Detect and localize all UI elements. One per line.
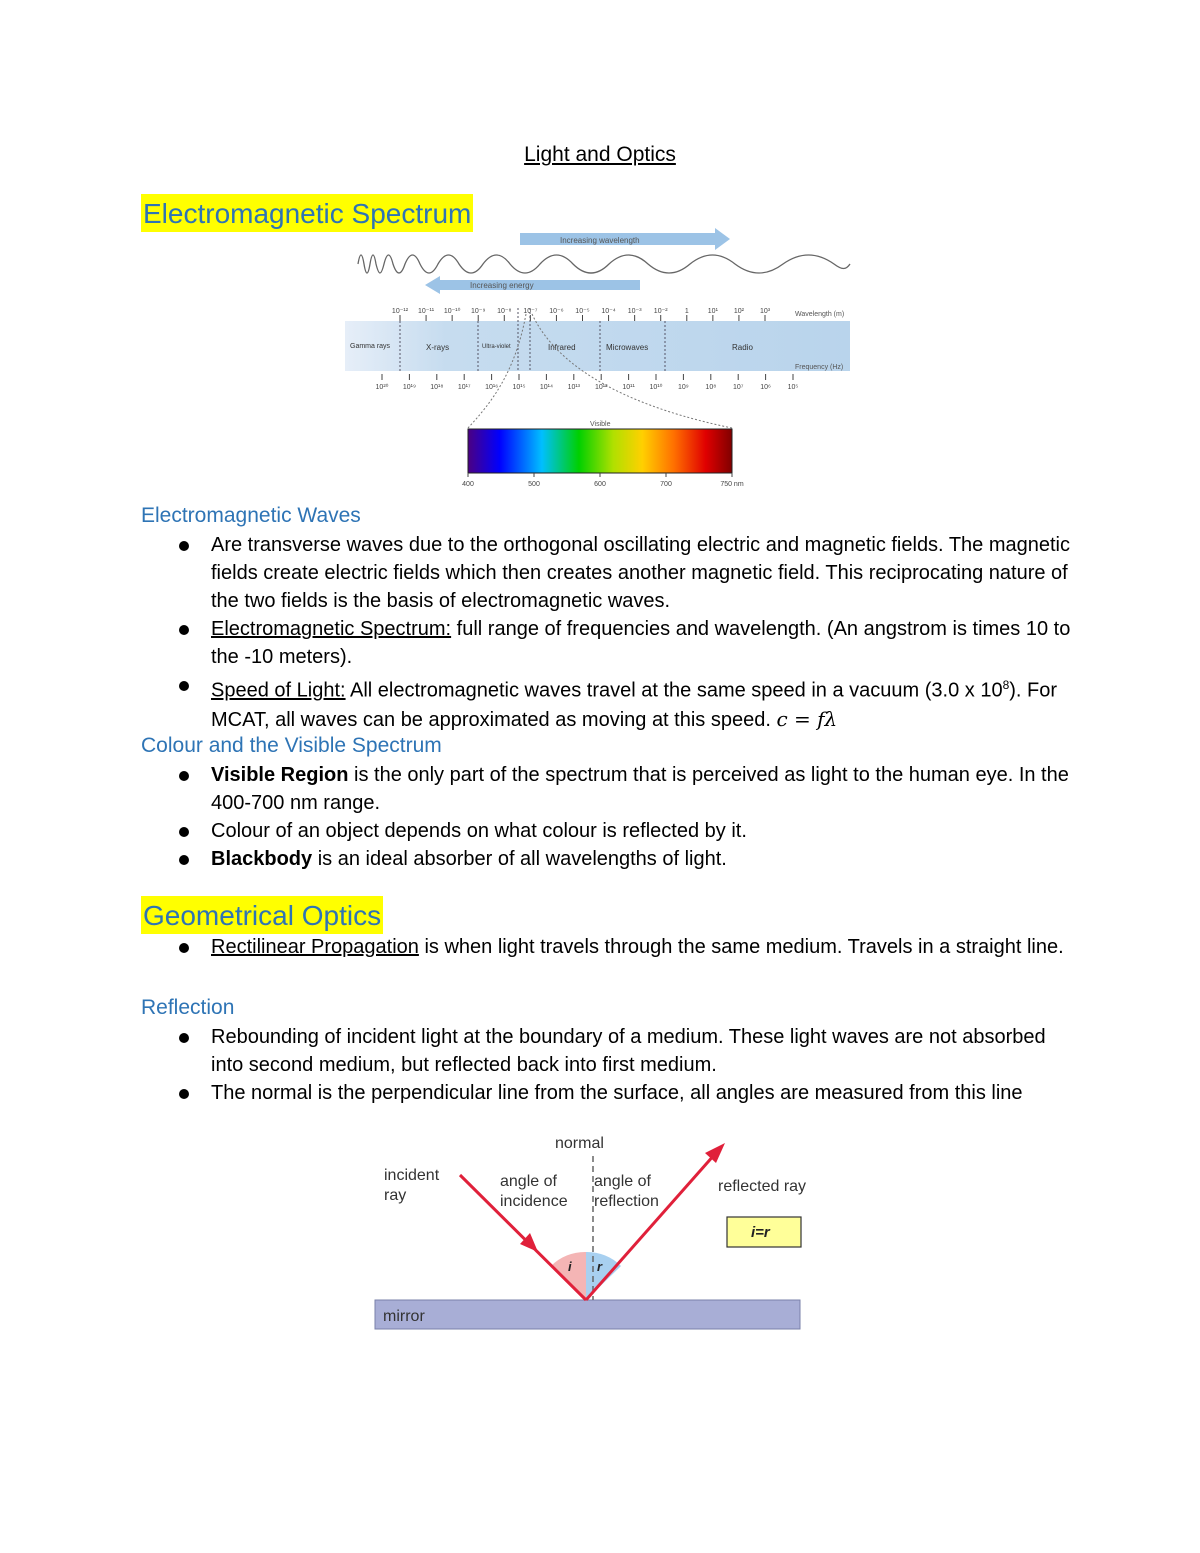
list-item: Speed of Light: All electromagnetic waves travel at the same speed in a vacuum (3.0 x $10^8$). For MCAT, all waves can be approximated as moving at this speed. c = fλ [141,671,1071,734]
wavelength-tick-label: 10⁻¹² [391,308,409,315]
region-microwaves: Microwaves [606,343,649,352]
wavelength-tick-label: 10⁻³ [627,308,642,315]
bullet-icon [179,1089,189,1099]
wavelength-tick-label: 10⁻⁷ [523,308,538,315]
heading-geometrical-optics: Geometrical Optics [141,896,383,934]
list-item: Colour of an object depends on what colour is reflected by it. [141,817,1071,845]
bullet-icon [179,855,189,865]
list-item: Rebounding of incident light at the boundary of a medium. These light waves are not absorbed into second medium, but reflected back into first medium. [141,1023,1071,1079]
bullet-icon [179,681,189,691]
visible-tick-label: 600 [594,481,606,488]
region-radio: Radio [732,343,753,352]
frequency-tick-label: 10¹⁹ [402,384,416,391]
visible-tick-label: 700 [660,481,672,488]
law-text: i=r [751,1224,770,1241]
region-uv: Ultra-violet [482,344,511,350]
colour-list [141,761,1071,873]
angle-incidence-label-1: angle of [500,1173,557,1190]
list-item: Rectilinear Propagation is when light travels through the same medium. Travels in a straight line. [141,933,1071,961]
visible-spectrum-bar [468,429,732,473]
visible-tick-label: 500 [528,481,540,488]
frequency-tick-label: 10¹² [594,384,608,391]
bullet-icon [179,943,189,953]
reflection-list [141,1023,1071,1107]
wavelength-tick-label: 10⁻⁸ [497,308,512,315]
heading-colour: Colour and the Visible Spectrum [141,734,442,757]
heading-em-waves: Electromagnetic Waves [141,504,361,527]
page-title: Light and Optics [524,143,676,166]
region-xrays: X-rays [426,343,450,352]
wavelength-tick-label: 1 [684,308,689,315]
incident-ray-label-2: ray [384,1187,407,1204]
visible-label: Visible [590,421,611,428]
incident-ray-label-1: incident [384,1167,440,1184]
wave-graphic [358,255,850,273]
visible-ticks [462,473,744,488]
heading-reflection: Reflection [141,996,235,1019]
wavelength-tick-label: 10⁻⁴ [601,308,616,315]
list-item: Are transverse waves due to the orthogonal oscillating electric and magnetic fields. The magnetic fields create electric fields which then creates another magnetic field. This reciprocating nature of the two fields is the basis of electromagnetic waves. [141,531,1071,615]
spectrum-band [345,321,850,371]
frequency-tick-label: 10¹⁰ [649,384,663,391]
frequency-tick-label: 10⁷ [733,384,744,391]
mirror [375,1300,800,1329]
angle-reflection-label-2: reflection [594,1193,659,1210]
wavelength-tick-label: 10⁻⁶ [549,308,564,315]
frequency-tick-label: 10¹⁴ [539,384,553,391]
angle-r-symbol: r [597,1259,603,1274]
heading-em-spectrum: Electromagnetic Spectrum [141,194,473,232]
angle-reflection-label-1: angle of [594,1173,651,1190]
list-item: Electromagnetic Spectrum: full range of frequencies and wavelength. (An angstrom is times 10 to the -10 meters). [141,615,1071,671]
frequency-tick-label: 10⁵ [787,384,799,391]
visible-tick-label: 750 nm [720,481,744,488]
list-item: The normal is the perpendicular line from the surface, all angles are measured from this line [141,1079,1071,1107]
visible-tick-label: 400 [462,481,474,488]
mirror-label: mirror [383,1308,425,1325]
frequency-tick-label: 10¹⁷ [457,384,471,391]
bullet-icon [179,827,189,837]
wavelength-tick-label: 10⁻⁹ [470,308,486,315]
wavelength-tick-label: 10² [733,308,744,315]
region-gamma: Gamma rays [350,343,391,350]
wavelength-tick-label: 10⁻² [653,308,668,315]
wavelength-axis-label: Wavelength (m) [795,311,845,318]
list-item: Visible Region is the only part of the spectrum that is perceived as light to the human eye. In the 400-700 nm range. [141,761,1071,817]
frequency-tick-label: 10¹⁸ [430,384,444,391]
frequency-tick-label: 10⁸ [705,384,717,391]
wavelength-tick-label: 10¹ [707,308,718,315]
bullet-icon [179,625,189,635]
bullet-icon [179,541,189,551]
frequency-tick-label: 10⁹ [678,384,689,391]
angle-i-symbol: i [568,1259,572,1274]
em-waves-list [141,531,1071,734]
increasing-wavelength-label: Increasing wavelength [560,236,640,245]
region-infrared: Infrared [548,343,576,352]
wavelength-tick-label: 10⁻⁵ [575,308,590,315]
geometrical-list [141,933,1071,961]
frequency-tick-label: 10¹¹ [622,384,635,391]
frequency-tick-label: 10²⁰ [375,384,389,391]
frequency-tick-label: 10⁶ [760,384,771,391]
em-spectrum-figure [340,224,860,494]
increasing-energy-label: Increasing energy [470,281,534,290]
frequency-axis-label: Frequency (Hz) [795,364,844,371]
reflection-diagram [370,1128,840,1338]
wavelength-tick-label: 10³ [759,308,771,315]
reflected-ray-label: reflected ray [718,1178,807,1195]
bullet-icon [179,771,189,781]
frequency-tick-label: 10¹⁵ [512,384,526,391]
wavelength-ticks [392,307,771,321]
list-item: Blackbody is an ideal absorber of all wavelengths of light. [141,845,1071,873]
frequency-tick-label: 10¹⁶ [485,384,499,391]
frequency-tick-label: 10¹³ [567,384,581,391]
wavelength-tick-label: 10⁻¹¹ [417,308,435,315]
wavelength-tick-label: 10⁻¹⁰ [443,308,461,315]
speed-formula: c = fλ [776,706,838,731]
normal-label: normal [555,1135,604,1152]
bullet-icon [179,1033,189,1043]
frequency-ticks [376,374,799,391]
angle-incidence-label-2: incidence [500,1193,568,1210]
